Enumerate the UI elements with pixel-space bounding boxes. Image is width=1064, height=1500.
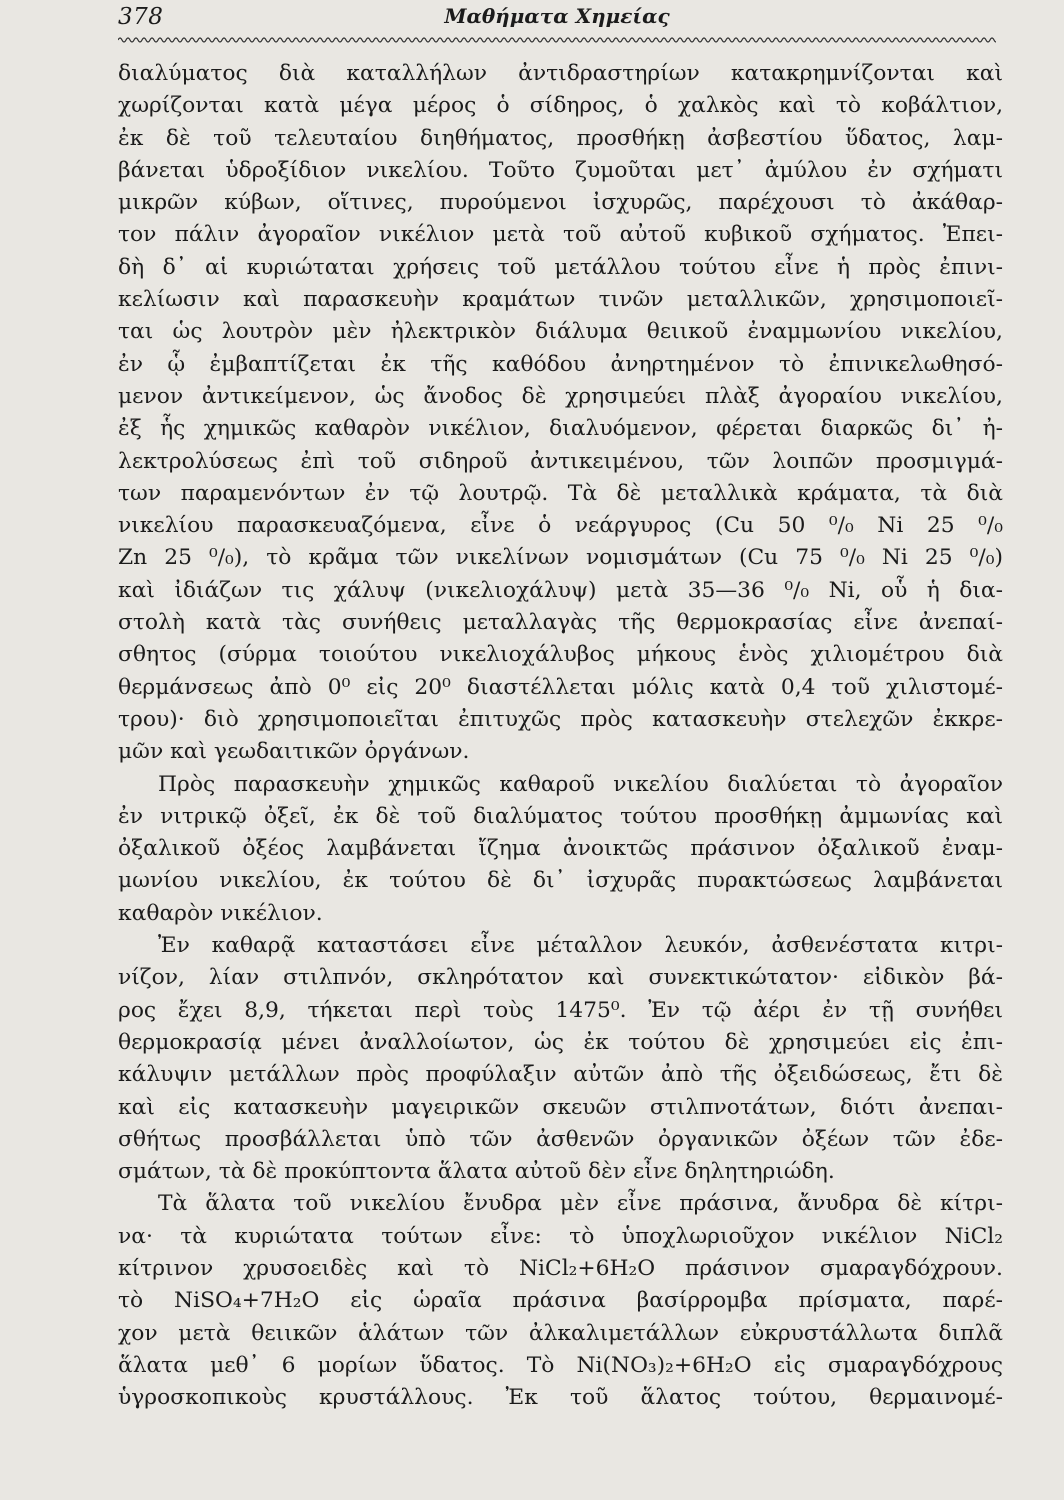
text-line: ἅλατα μεθ᾽ 6 μορίων ὕδατος. Τὸ Ni(NO₃)₂+6H₂O εἰς σμαραγδόχρους: [118, 1352, 1003, 1378]
page-number: 378: [118, 4, 164, 30]
running-title: Μαθήματα Χημείας: [444, 4, 670, 28]
page-body: [118, 58, 1003, 1414]
text-line: ρος ἔχει 8,9, τήκεται περὶ τοὺς 1475⁰. Ἐν τῷ ἀέρι ἐν τῇ συνήθει: [118, 997, 1003, 1023]
text-line: θερμάνσεως ἀπὸ 0⁰ εἰς 20⁰ διαστέλλεται μόλις κατὰ 0,4 τοῦ χιλιστομέ-: [118, 674, 1003, 700]
text-line: σμάτων, τὰ δὲ προκύπτοντα ἅλατα αὐτοῦ δὲν εἶνε δηλητηριώδη.: [118, 1159, 835, 1185]
text-line: θερμοκρασίᾳ μένει ἀναλλοίωτον, ὡς ἐκ τούτου δὲ χρησιμεύει εἰς ἐπι-: [118, 1029, 1003, 1055]
text-line: ἐξ ἧς χημικῶς καθαρὸν νικέλιον, διαλυόμενον, φέρεται διαρκῶς δι᾽ ἠ-: [118, 416, 1003, 442]
text-line: κάλυψιν μετάλλων πρὸς προφύλαξιν αὐτῶν ἀπὸ τῆς ὀξειδώσεως, ἔτι δὲ: [118, 1062, 1003, 1088]
text-line: μενον ἀντικείμενον, ὡς ἄνοδος δὲ χρησιμεύει πλὰξ ἀγοραίου νικελίου,: [118, 383, 1003, 409]
text-line: τρου)· διὸ χρησιμοποιεῖται ἐπιτυχῶς πρὸς κατασκευὴν στελεχῶν ἐκκρε-: [118, 706, 1003, 732]
text-line: ται ὡς λουτρὸν μὲν ἠλεκτρικὸν διάλυμα θειικοῦ ἐναμμωνίου νικελίου,: [118, 319, 1003, 345]
text-line: ὀξαλικοῦ ὀξέος λαμβάνεται ἴζημα ἀνοικτῶς πράσινον ὀξαλικοῦ ἐναμ-: [118, 836, 1003, 862]
header-wavy-rule: [118, 36, 996, 44]
text-line: χωρίζονται κατὰ μέγα μέρος ὁ σίδηρος, ὁ χαλκὸς καὶ τὸ κοβάλτιον,: [118, 93, 1003, 119]
text-line: δὴ δ᾽ αἱ κυριώταται χρήσεις τοῦ μετάλλου τούτου εἶνε ἡ πρὸς ἐπινι-: [118, 254, 1003, 280]
text-line: καθαρὸν νικέλιον.: [118, 900, 323, 926]
text-line: καὶ εἰς κατασκευὴν μαγειρικῶν σκευῶν στιλπνοτάτων, διότι ἀνεπαι-: [118, 1094, 1003, 1120]
text-line: νικελίου παρασκευαζόμενα, εἶνε ὁ νεάργυρος (Cu 50 ⁰/₀ Ni 25 ⁰/₀: [118, 513, 1003, 539]
text-line: καὶ ἰδιάζων τις χάλυψ (νικελιοχάλυψ) μετὰ 35—36 ⁰/₀ Ni, οὗ ἡ δια-: [118, 577, 1003, 603]
text-line: στολὴ κατὰ τὰς συνήθεις μεταλλαγὰς τῆς θερμοκρασίας εἶνε ἀνεπαί-: [118, 610, 1003, 636]
text-line: νίζον, λίαν στιλπνόν, σκληρότατον καὶ συνεκτικώτατον· εἰδικὸν βά-: [118, 965, 1003, 991]
text-line: ἐκ δὲ τοῦ τελευταίου διηθήματος, προσθήκῃ ἀσβεστίου ὕδατος, λαμ-: [118, 125, 1003, 151]
text-line: Τὰ ἅλατα τοῦ νικελίου ἔνυδρα μὲν εἶνε πράσινα, ἄνυδρα δὲ κίτρι-: [158, 1191, 1003, 1217]
text-line: μικρῶν κύβων, οἵτινες, πυρούμενοι ἰσχυρῶς, παρέχουσι τὸ ἀκάθαρ-: [118, 190, 1003, 216]
text-line: κελίωσιν καὶ παρασκευὴν κραμάτων τινῶν μεταλλικῶν, χρησιμοποιεῖ-: [118, 287, 1003, 313]
text-line: τὸ NiSO₄+7H₂O εἰς ὡραῖα πράσινα βασίρρομβα πρίσματα, παρέ-: [118, 1288, 1003, 1314]
text-line: ἐν νιτρικῷ ὀξεῖ, ἐκ δὲ τοῦ διαλύματος τούτου προσθήκῃ ἀμμωνίας καὶ: [118, 803, 1003, 829]
text-line: ὑγροσκοπικοὺς κρυστάλλους. Ἐκ τοῦ ἅλατος τούτου, θερμαινομέ-: [118, 1385, 1003, 1411]
text-line: κίτρινον χρυσοειδὲς καὶ τὸ NiCl₂+6H₂O πράσινον σμαραγδόχρουν.: [118, 1255, 1003, 1281]
text-line: διαλύματος διὰ καταλλήλων ἀντιδραστηρίων κατακρημνίζονται καὶ: [118, 61, 1003, 86]
text-line: τον πάλιν ἀγοραῖον νικέλιον μετὰ τοῦ αὐτοῦ κυβικοῦ σχήματος. Ἐπει-: [118, 222, 1003, 248]
text-line: λεκτρολύσεως ἐπὶ τοῦ σιδηροῦ ἀντικειμένου, τῶν λοιπῶν προσμιγμά-: [118, 448, 1003, 474]
text-line: σθήτως προσβάλλεται ὑπὸ τῶν ἀσθενῶν ὀργανικῶν ὀξέων τῶν ἐδε-: [118, 1126, 1003, 1152]
text-line: Πρὸς παρασκευὴν χημικῶς καθαροῦ νικελίου διαλύεται τὸ ἀγοραῖον: [158, 771, 1003, 797]
text-line: Zn 25 ⁰/₀), τὸ κρᾶμα τῶν νικελίνων νομισμάτων (Cu 75 ⁰/₀ Ni 25 ⁰/₀): [118, 545, 1003, 571]
text-line: χον μετὰ θειικῶν ἁλάτων τῶν ἀλκαλιμετάλλων εὐκρυστάλλωτα διπλᾶ: [118, 1320, 1003, 1346]
page-header: [118, 4, 996, 38]
text-line: σθητος (σύρμα τοιούτου νικελιοχάλυβος μήκους ἑνὸς χιλιομέτρου διὰ: [118, 642, 1003, 668]
text-line: Ἐν καθαρᾷ καταστάσει εἶνε μέταλλον λευκόν, ἀσθενέστατα κιτρι-: [158, 933, 1003, 959]
text-line: μῶν καὶ γεωδαιτικῶν ὀργάνων.: [118, 739, 470, 765]
text-line: ἐν ᾧ ἐμβαπτίζεται ἐκ τῆς καθόδου ἀνηρτημένον τὸ ἐπινικελωθησό-: [118, 351, 1003, 377]
text-line: μωνίου νικελίου, ἐκ τούτου δὲ δι᾽ ἰσχυρᾶς πυρακτώσεως λαμβάνεται: [118, 868, 1003, 894]
text-line: των παραμενόντων ἐν τῷ λουτρῷ. Τὰ δὲ μεταλλικὰ κράματα, τὰ διὰ: [118, 480, 1003, 506]
text-line: βάνεται ὑδροξίδιον νικελίου. Τοῦτο ζυμοῦται μετ᾽ ἀμύλου ἐν σχήματι: [118, 157, 1003, 183]
text-line: να· τὰ κυριώτατα τούτων εἶνε: τὸ ὑποχλωριοῦχον νικέλιον NiCl₂: [118, 1223, 1003, 1249]
